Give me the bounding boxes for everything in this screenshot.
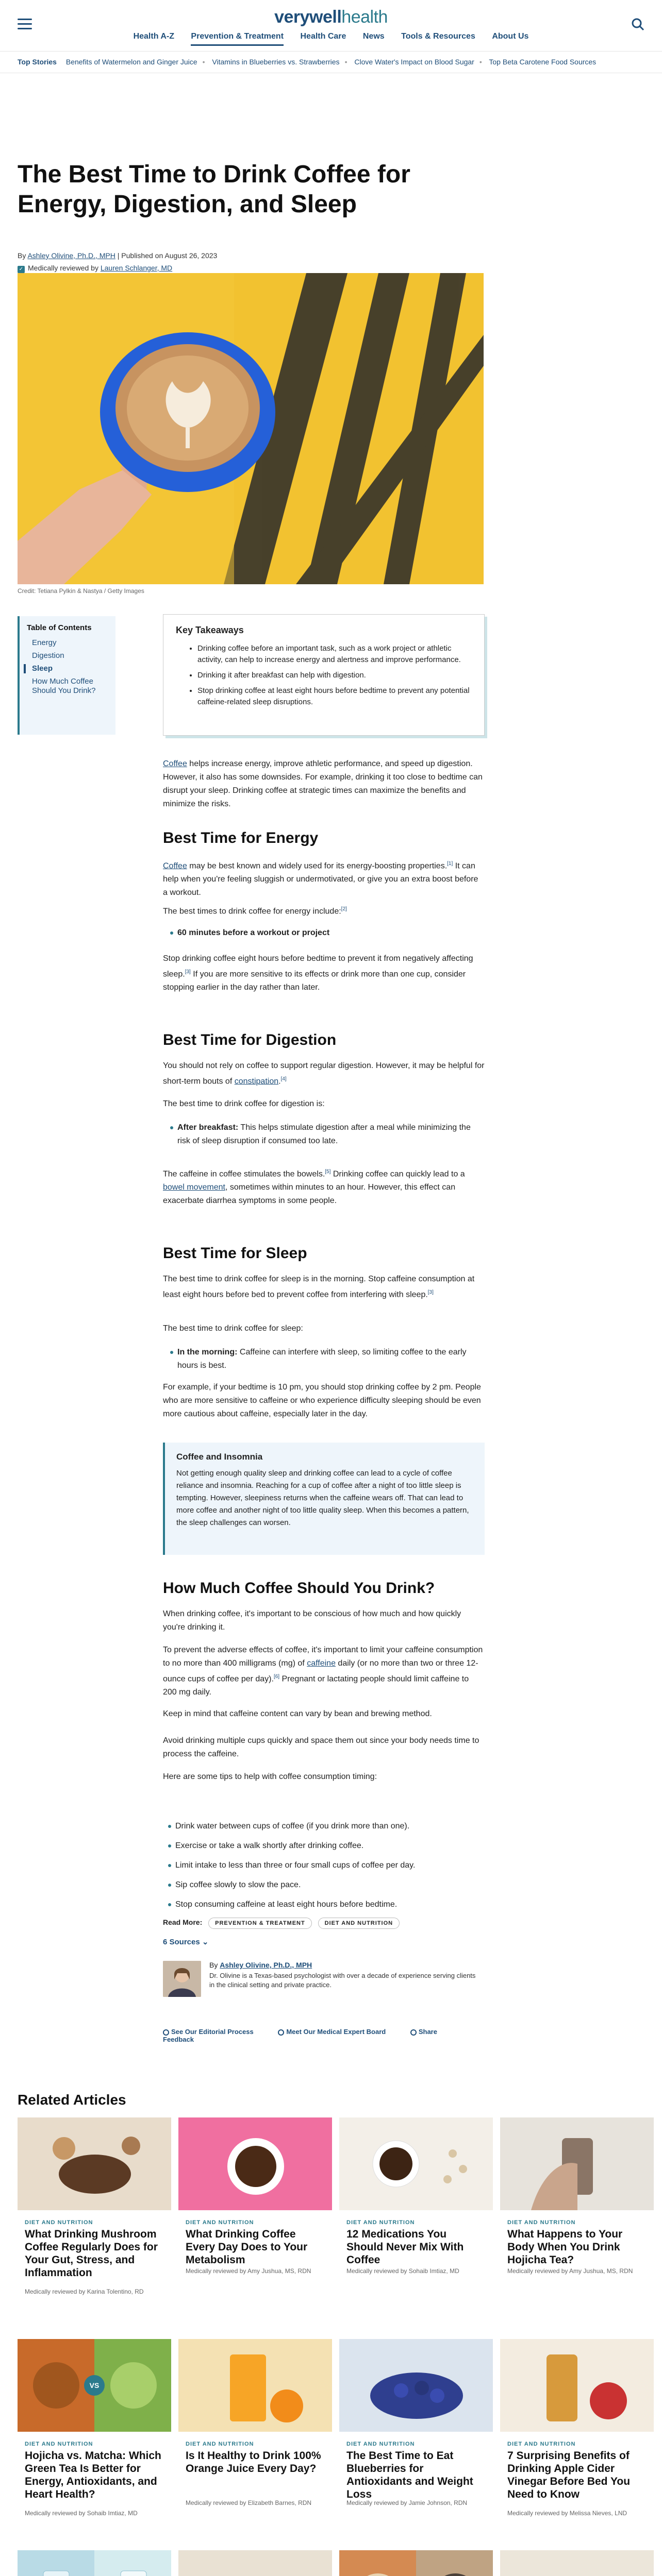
card-image	[178, 2117, 332, 2210]
section-heading-how-much: How Much Coffee Should You Drink?	[163, 1580, 435, 1597]
publish-date: Published on August 26, 2023	[121, 251, 218, 260]
paragraph: When drinking coffee, it's important to be conscious of how much and how quickly you're drinking it.	[163, 1609, 461, 1632]
paragraph: The best time to drink coffee for sleep:	[163, 1324, 303, 1333]
related-card[interactable]	[500, 2550, 654, 2576]
caffeine-link[interactable]: caffeine	[307, 1659, 336, 1668]
author-name-link[interactable]: Ashley Olivine, Ph.D., MPH	[220, 1961, 312, 1969]
logo-light-text: health	[341, 7, 388, 27]
nav-tools-resources[interactable]: Tools & Resources	[401, 32, 475, 41]
related-card[interactable]: DIET AND NUTRITION 12 Medications You Should Never Mix With Coffee Medically reviewed by Sohaib Imtiaz, MD	[339, 2117, 493, 2358]
related-card[interactable]: DIET AND NUTRITION Is It Healthy to Drink 100% Orange Juice Every Day? Medically reviewed by Elizabeth Barnes, RDN	[178, 2339, 332, 2576]
article-title: The Best Time to Drink Coffee for Energy, Digestion, and Sleep	[18, 161, 410, 218]
toc-title: Table of Contents	[27, 623, 92, 632]
paragraph: You should not rely on coffee to support regular digestion. However, it may be helpful for short-term bouts of constipation.[4]	[163, 1061, 485, 1086]
reviewer-link[interactable]: Lauren Schlanger, MD	[100, 264, 173, 272]
citation-link[interactable]: [6]	[273, 1674, 280, 1680]
people-icon	[278, 2029, 284, 2036]
trust-links	[163, 2028, 485, 2042]
related-card[interactable]	[18, 2550, 171, 2576]
paragraph: For example, if your bedtime is 10 pm, you should stop drinking coffee by 2 pm. People who are more sensitive to caffeine or who experience difficulty sleeping should be even more cautious about caffeine, especially later in the day.	[163, 1383, 481, 1418]
toc-item-digestion[interactable]: Digestion	[32, 651, 64, 660]
card-image	[339, 2339, 493, 2432]
editorial-process-link[interactable]: See Our Editorial Process	[163, 2028, 265, 2036]
takeaway-item: • Stop drinking coffee at least eight hours before bedtime to prevent any potential caffeine-related sleep disruptions.	[197, 685, 472, 708]
top-story-link[interactable]: Clove Water's Impact on Blood Sugar	[354, 58, 474, 66]
tag-prevention-treatment[interactable]: PREVENTION & TREATMENT	[208, 1918, 312, 1929]
image-credit: Credit: Tetiana Pylkin & Nastya / Getty Images	[18, 587, 144, 595]
card-image	[339, 2117, 493, 2210]
citation-link[interactable]: [4]	[280, 1076, 287, 1082]
related-card[interactable]: VS DIET AND NUTRITION Hojicha vs. Matcha: Which Green Tea Is Better for Energy, Antioxidants, and Heart Health? Medically reviewed by Sohaib Imtiaz, MD	[18, 2339, 171, 2576]
tip-item: Drink water between cups of coffee (if you drink more than one).	[175, 1821, 485, 1832]
check-circle-icon	[163, 2029, 169, 2036]
search-icon[interactable]	[631, 18, 644, 31]
feedback-icon	[410, 2029, 417, 2036]
tips-list	[175, 1821, 485, 1919]
medical-board-link[interactable]: Meet Our Medical Expert Board	[278, 2028, 397, 2036]
table-of-contents	[18, 616, 115, 735]
tip-item: Exercise or take a walk shortly after drinking coffee.	[175, 1840, 485, 1852]
card-image	[339, 2550, 493, 2576]
author-bio-box: By Ashley Olivine, Ph.D., MPH Dr. Olivine is a Texas-based psychologist with over a decade of experience serving clients in the clinical setting and private practice.	[163, 1961, 485, 1997]
key-takeaways-title: Key Takeaways	[176, 625, 244, 635]
card-image	[500, 2339, 654, 2432]
chevron-down-icon: ⌄	[202, 1938, 209, 1946]
constipation-link[interactable]: constipation	[234, 1077, 279, 1086]
main-nav	[0, 32, 662, 46]
callout-title: Coffee and Insomnia	[176, 1452, 263, 1462]
top-story-link[interactable]: Top Beta Carotene Food Sources	[489, 58, 597, 66]
paragraph: Coffee may be best known and widely used for its energy-boosting properties.[1] It can help when you're feeling sluggish or undermotivated, or give you an extra boost before a workout.	[163, 861, 478, 897]
medical-review-line: ✓ Medically reviewed by Lauren Schlanger, MD	[18, 264, 172, 273]
related-articles-heading: Related Articles	[18, 2092, 126, 2108]
tip-item: Sip coffee slowly to slow the pace.	[175, 1879, 485, 1891]
share-feedback-link[interactable]: Share Feedback	[163, 2028, 437, 2043]
read-more-tags: Read More: PREVENTION & TREATMENT DIET AND NUTRITION	[163, 1918, 400, 1929]
nav-news[interactable]: News	[362, 32, 385, 41]
intro-paragraph: Coffee helps increase energy, improve athletic performance, and speed up digestion. However, it also has some downsides. For example, drinking it too close to bedtime can disrupt your sleep. Drinking coffee at strategic times can maximize the benefits and minimize the risks.	[163, 759, 483, 808]
top-stories-bar: Top Stories Benefits of Watermelon and Ginger Juice • Vitamins in Blueberries vs. Strawberries • Clove Water's Impact on Blood Sugar • Top Beta Carotene Food Sources	[0, 52, 662, 73]
vs-badge: VS	[84, 2375, 105, 2396]
nav-prevention-treatment[interactable]: Prevention & Treatment	[191, 32, 284, 46]
paragraph: Keep in mind that caffeine content can vary by bean and brewing method.	[163, 1709, 432, 1718]
coffee-link[interactable]: Coffee	[163, 759, 187, 768]
citation-link[interactable]: [1]	[447, 861, 453, 867]
paragraph: The caffeine in coffee stimulates the bowels.[5] Drinking coffee can quickly lead to a bowel movement, sometimes within minutes to an hour. However, this effect can exacerbate diarrhea symptoms in some people.	[163, 1169, 465, 1206]
author-link[interactable]: Ashley Olivine, Ph.D., MPH	[27, 251, 115, 260]
card-image	[500, 2117, 654, 2210]
related-card[interactable]	[339, 2550, 493, 2576]
card-image	[18, 2339, 171, 2432]
bullet-item: After breakfast: This helps stimulate digestion after a meal while minimizing the risk of sleep disruption if consumed too late.	[177, 1121, 485, 1148]
logo-main-text: verywell	[274, 7, 342, 27]
tip-item: Stop consuming caffeine at least eight hours before bedtime.	[175, 1899, 485, 1910]
citation-link[interactable]: [3]	[427, 1290, 434, 1295]
tag-diet-nutrition[interactable]: DIET AND NUTRITION	[318, 1918, 400, 1929]
site-logo[interactable]	[0, 7, 662, 27]
related-card[interactable]: DIET AND NUTRITION What Happens to Your Body When You Drink Hojicha Tea? Medically reviewed by Amy Jushua, MS, RDN	[500, 2117, 654, 2358]
nav-health-a-z[interactable]: Health A-Z	[133, 32, 174, 41]
paragraph: Here are some tips to help with coffee consumption timing:	[163, 1772, 377, 1781]
paragraph: Avoid drinking multiple cups quickly and space them out since your body needs time to process the caffeine.	[163, 1736, 479, 1758]
paragraph: The best time to drink coffee for digestion is:	[163, 1099, 325, 1108]
nav-health-care[interactable]: Health Care	[300, 32, 346, 41]
key-takeaways-box	[163, 614, 485, 736]
paragraph: To prevent the adverse effects of coffee, it's important to limit your caffeine consumption to no more than 400 milligrams (mg) of caffeine daily (or no more than two or three 12-ounce cups of coffee per day).[6] Pregnant or lactating people should limit caffeine to 200 mg daily.	[163, 1646, 483, 1697]
bullet-item: 60 minutes before a workout or project	[177, 926, 485, 940]
related-card[interactable]: DIET AND NUTRITION 7 Surprising Benefits of Drinking Apple Cider Vinegar Before Bed You Need to Know Medically reviewed by Melissa Nieves, LND	[500, 2339, 654, 2576]
author-bio: Dr. Olivine is a Texas-based psychologist with over a decade of experience serving clients in the clinical setting and private practice.	[209, 1972, 476, 1989]
toc-item-energy[interactable]: Energy	[32, 638, 57, 647]
verified-check-icon: ✓	[18, 266, 25, 273]
coffee-link[interactable]: Coffee	[163, 861, 187, 871]
section-heading-energy: Best Time for Energy	[163, 829, 319, 846]
tip-item: Limit intake to less than three or four small cups of coffee per day.	[175, 1860, 485, 1871]
citation-link[interactable]: [2]	[341, 906, 347, 912]
card-image	[178, 2339, 332, 2432]
related-card[interactable]: DIET AND NUTRITION The Best Time to Eat Blueberries for Antioxidants and Weight Loss Medically reviewed by Jamie Johnson, RDN	[339, 2339, 493, 2576]
author-avatar	[163, 1961, 201, 1997]
bullet-item: In the morning: Caffeine can interfere with sleep, so limiting coffee to the early hours is best.	[177, 1346, 485, 1372]
related-card[interactable]: DIET AND NUTRITION What Drinking Mushroom Coffee Regularly Does for Your Gut, Stress, and Inflammation Medically reviewed by Karina Tolentino, RD	[18, 2117, 171, 2358]
card-image	[500, 2550, 654, 2576]
nav-about-us[interactable]: About Us	[492, 32, 529, 41]
top-story-link[interactable]: Vitamins in Blueberries vs. Strawberries	[212, 58, 340, 66]
paragraph: The best times to drink coffee for energy include:[2]	[163, 906, 347, 916]
card-image	[178, 2550, 332, 2576]
sources-toggle[interactable]: 6 Sources ⌄	[163, 1938, 209, 1946]
card-image	[18, 2550, 171, 2576]
byline: By Ashley Olivine, Ph.D., MPH | Published on August 26, 2023	[18, 251, 218, 260]
paragraph: The best time to drink coffee for sleep is in the morning. Stop caffeine consumption at least eight hours before bed to prevent coffee from interfering with sleep.[3]	[163, 1275, 475, 1299]
citation-link[interactable]: [3]	[185, 969, 191, 975]
paragraph: Stop drinking coffee eight hours before bedtime to prevent it from negatively affecting sleep.[3] If you are more sensitive to its effects or drink more than one cup, consider stopping earlier in the day rather than later.	[163, 954, 473, 992]
hero-image	[18, 273, 484, 584]
top-story-link[interactable]: Benefits of Watermelon and Ginger Juice	[65, 58, 197, 66]
callout-text: Not getting enough quality sleep and drinking coffee can lead to a cycle of coffee reliance and insomnia. Reaching for a cup of coffee after a night of too little sleep is tempting. However, sleepiness returns when the caffeine wears off. That can lead to more coffee and another night of too little quality sleep. When this becomes a pattern, the sleep challenges can worsen.	[176, 1469, 469, 1527]
citation-link[interactable]: [5]	[325, 1169, 331, 1175]
toc-item-how-much[interactable]: How Much Coffee Should You Drink?	[32, 677, 96, 695]
bowel-movement-link[interactable]: bowel movement	[163, 1183, 225, 1192]
top-stories-label: Top Stories	[18, 58, 57, 66]
takeaway-item: • Drinking coffee before an important task, such as a work project or athletic activity, can help to increase energy and alertness and improve performance.	[197, 643, 472, 666]
insomnia-callout	[163, 1443, 485, 1555]
related-card[interactable]: DIET AND NUTRITION What Drinking Coffee Every Day Does to Your Metabolism Medically reviewed by Amy Jushua, MS, RDN	[178, 2117, 332, 2358]
related-card[interactable]	[178, 2550, 332, 2576]
takeaway-item: • Drinking it after breakfast can help with digestion.	[197, 670, 472, 681]
toc-item-sleep[interactable]: Sleep	[32, 664, 108, 673]
card-image	[18, 2117, 171, 2210]
site-header	[0, 0, 662, 52]
section-heading-digestion: Best Time for Digestion	[163, 1031, 337, 1048]
section-heading-sleep: Best Time for Sleep	[163, 1245, 307, 1262]
